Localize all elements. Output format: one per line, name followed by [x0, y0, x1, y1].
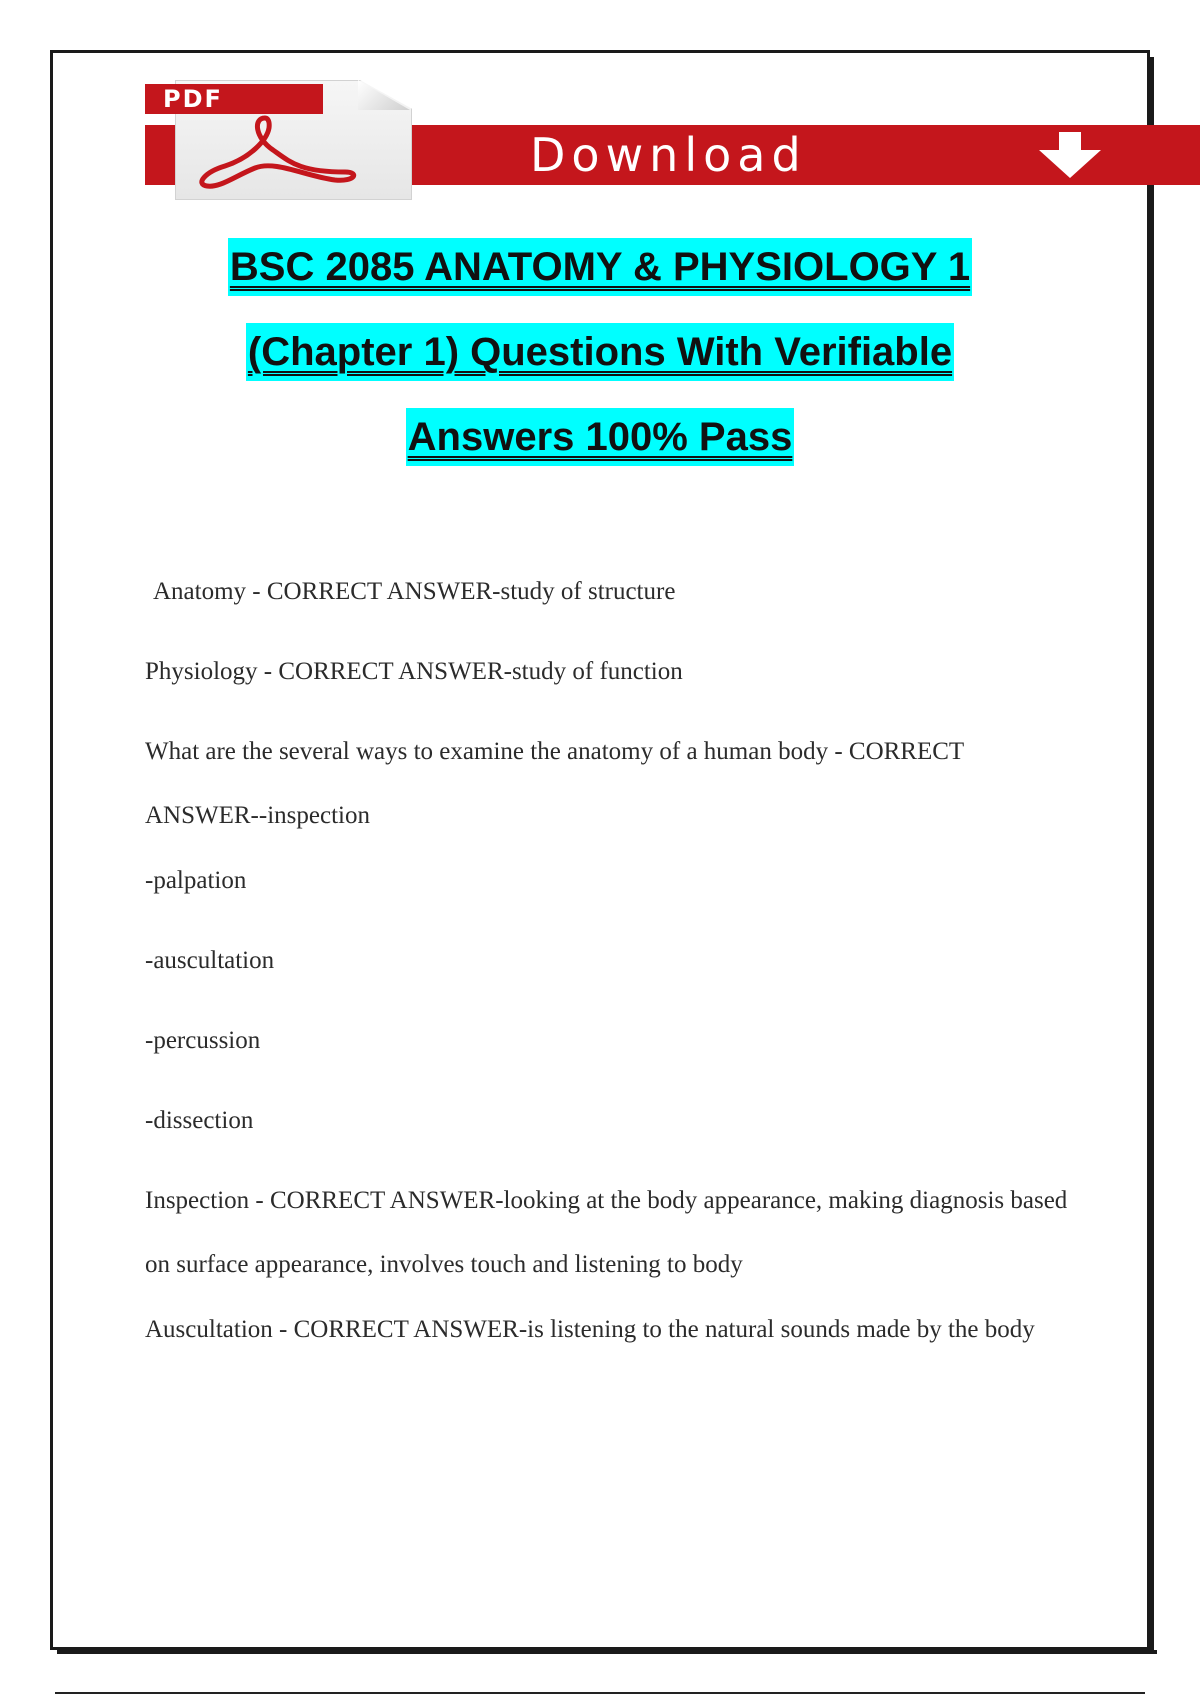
document-title — [60, 238, 1140, 493]
paragraph-auscultation: Auscultation - CORRECT ANSWER-is listening to the natural sounds made by the body — [145, 1316, 1035, 1343]
paragraph-inspection: Inspection - CORRECT ANSWER-looking at the body appearance, making diagnosis based on surface appearance, involves touch and listening to body — [145, 1187, 1068, 1278]
list-item-dissection: -dissection — [145, 1107, 254, 1134]
document-body — [145, 575, 1075, 1378]
title-line-1: BSC 2085 ANATOMY & PHYSIOLOGY 1 — [228, 238, 972, 296]
pdf-download-banner[interactable] — [145, 80, 1200, 205]
paragraph-physiology: Physiology - CORRECT ANSWER-study of function — [145, 658, 683, 685]
list-item-percussion: -percussion — [145, 1027, 261, 1054]
paragraph-examine-ways: What are the several ways to examine the anatomy of a human body - CORRECT ANSWER--inspection — [145, 738, 964, 829]
title-line-2: (Chapter 1) Questions With Verifiable — [246, 323, 954, 381]
download-label: Download — [530, 128, 807, 182]
list-item-auscultation: -auscultation — [145, 947, 275, 974]
acrobat-logo-icon — [195, 110, 360, 192]
paragraph-anatomy: Anatomy - CORRECT ANSWER-study of structure — [153, 578, 676, 605]
download-arrow-icon — [1035, 132, 1105, 178]
pdf-tag: PDF — [145, 84, 323, 114]
list-item-palpation: -palpation — [145, 867, 247, 894]
bottom-rule — [55, 1692, 1145, 1694]
title-line-3: Answers 100% Pass — [406, 408, 795, 466]
